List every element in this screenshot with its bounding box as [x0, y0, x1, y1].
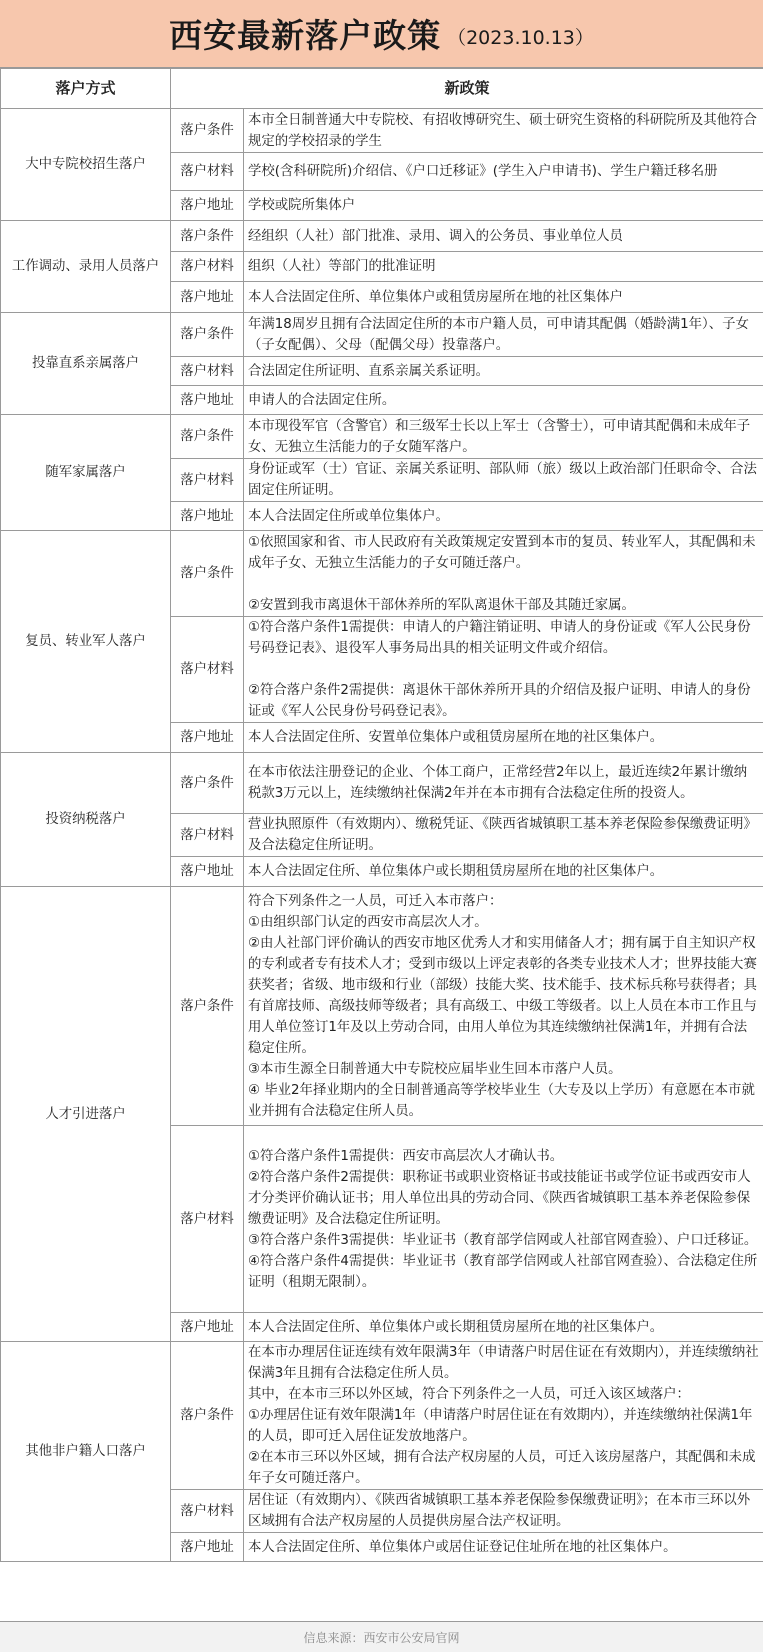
policy-content-cell: [244, 282, 763, 313]
policy-content-cell: [244, 313, 763, 357]
policy-content-cell: [244, 386, 763, 415]
source-footer: 信息来源：西安市公安局官网: [0, 1621, 763, 1652]
policy-content-cell: [244, 857, 763, 887]
policy-text-line: 合法固定住所证明、直系亲属关系证明。: [248, 363, 490, 379]
row-label-cell: 落户材料: [171, 1126, 244, 1313]
row-label-cell: 落户条件: [171, 109, 244, 153]
policy-content-cell: [244, 887, 763, 1126]
policy-text-line: ④ 毕业2年择业期内的全日制普通高等学校毕业生（大专及以上学历）有意愿在本市就业并拥有合法稳定住所人员。: [248, 1082, 755, 1119]
policy-content-cell: [244, 221, 763, 252]
policy-content-cell: [244, 753, 763, 814]
table-header-row: [1, 69, 763, 109]
policy-text-line: 学校或院所集体户: [248, 198, 356, 213]
policy-content-cell: [244, 531, 763, 617]
method-cell: 工作调动、录用人员落户: [1, 221, 171, 313]
policy-text-line: 本人合法固定住所或单位集体户。: [248, 508, 449, 524]
row-label-cell: 落户地址: [171, 1533, 244, 1562]
column-header-policy: 新政策: [171, 69, 763, 109]
policy-content-cell: [244, 1533, 763, 1562]
row-label-cell: 落户地址: [171, 282, 244, 313]
method-cell: 复员、转业军人落户: [1, 531, 171, 753]
policy-text-line: 居住证（有效期内）、《陕西省城镇职工基本养老保险参保缴费证明》；在本市三环以外区域拥有合法产权房屋的人员提供房屋合法产权证明。: [248, 1493, 751, 1529]
policy-content-cell: [244, 814, 763, 857]
policy-content-cell: [244, 191, 763, 221]
policy-text-line: ②由人社部门评价确认的西安市地区优秀人才和实用储备人才；拥有属于自主知识产权的专利或者专有技术人才；受到市级以上评定表彰的各类专业技术人才；世界技能大赛获奖者；省级、地市级和行业（部级）技能大奖、技术能手、技术标兵称号获得者；具有首席技师、高级技师等级者；具有高级工、中级工等级者。以上人员在本市工作且与用人单位签订1年及以上劳动合同，由用人单位为其连续缴纳社保满1年，并拥有合法稳定住所。: [248, 935, 757, 1056]
policy-text-line: 申请人的合法固定住所。: [248, 392, 396, 408]
policy-text-line: 经组织（人社）部门批准、录用、调入的公务员、事业单位人员: [248, 228, 623, 244]
policy-text-line: 本人合法固定住所、安置单位集体户或租赁房屋所在地的社区集体户。: [248, 730, 664, 745]
policy-content-cell: [244, 1342, 763, 1490]
method-cell: 其他非户籍人口落户: [1, 1342, 171, 1562]
policy-text-line: 营业执照原件（有效期内）、缴税凭证、《陕西省城镇职工基本养老保险参保缴费证明》及合法稳定住所证明。: [248, 817, 757, 853]
policy-content-cell: [244, 502, 763, 531]
row-label-cell: 落户材料: [171, 1490, 244, 1533]
row-label-cell: 落户地址: [171, 386, 244, 415]
policy-content-cell: [244, 109, 763, 153]
policy-text-line: 本人合法固定住所、单位集体户或长期租赁房屋所在地的社区集体户。: [248, 864, 664, 879]
column-header-method: 落户方式: [1, 69, 171, 109]
row-label-cell: 落户材料: [171, 153, 244, 191]
policy-text-line: ①由组织部门认定的西安市高层次人才。: [248, 914, 488, 930]
row-label-cell: 落户条件: [171, 753, 244, 814]
table-row: [1, 531, 763, 617]
row-label-cell: 落户材料: [171, 617, 244, 723]
row-label-cell: 落户材料: [171, 814, 244, 857]
method-cell: 投靠直系亲属落户: [1, 313, 171, 415]
row-label-cell: 落户材料: [171, 459, 244, 502]
policy-content-cell: [244, 357, 763, 386]
policy-text-line: 年满18周岁且拥有合法固定住所的本市户籍人员，可申请其配偶（婚龄满1年）、子女（子女配偶）、父母（配偶父母）投靠落户。: [248, 316, 749, 353]
policy-text-line: ②符合落户条件2需提供：离退休干部休养所开具的介绍信及报户证明、申请人的身份证或《军人公民身份号码登记表》。: [248, 683, 751, 719]
table-row: [1, 1342, 763, 1490]
policy-text-line: 符合下列条件之一人员，可迁入本市落户：: [248, 893, 503, 909]
policy-text-line: ③符合落户条件3需提供：毕业证书（教育部学信网或人社部官网查验）、户口迁移证。: [248, 1232, 758, 1248]
table-row: [1, 415, 763, 459]
policy-text-line: ①符合落户条件1需提供：西安市高层次人才确认书。: [248, 1148, 564, 1164]
method-cell: 大中专院校招生落户: [1, 109, 171, 221]
paragraph-gap: [248, 659, 759, 680]
row-label-cell: 落户材料: [171, 252, 244, 282]
policy-text-line: 其中，在本市三环以外区域，符合下列条件之一人员，可迁入该区域落户：: [248, 1387, 690, 1402]
policy-text-line: ①办理居住证有效年限满1年（申请落户时居住证在有效期内），并连续缴纳社保满1年的人员，即可迁入居住证发放地落户。: [248, 1408, 753, 1444]
row-label-cell: 落户地址: [171, 502, 244, 531]
method-cell: 随军家属落户: [1, 415, 171, 531]
row-label-cell: 落户条件: [171, 313, 244, 357]
policy-text-line: 组织（人社）等部门的批准证明: [248, 259, 436, 274]
policy-content-cell: [244, 252, 763, 282]
policy-text-line: ②符合落户条件2需提供：职称证书或职业资格证书或技能证书或学位证书或西安市人才分类评价确认证书；用人单位出具的劳动合同、《陕西省城镇职工基本养老保险参保缴费证明》及合法稳定住所证明。: [248, 1169, 751, 1227]
row-label-cell: 落户地址: [171, 857, 244, 887]
policy-content-cell: [244, 459, 763, 502]
row-label-cell: 落户地址: [171, 723, 244, 753]
policy-text-line: 在本市依法注册登记的企业、个体工商户，正常经营2年以上，最近连续2年累计缴纳税款3万元以上，连续缴纳社保满2年并在本市拥有合法稳定住所的投资人。: [248, 765, 748, 801]
table-row: [1, 753, 763, 814]
row-label-cell: 落户条件: [171, 415, 244, 459]
policy-text-line: 学校(含科研院所)介绍信、《户口迁移证》(学生入户申请书)、学生户籍迁移名册: [248, 164, 718, 179]
row-label-cell: 落户条件: [171, 1342, 244, 1490]
page-title: 西安最新落户政策: [169, 16, 442, 55]
policy-content-cell: [244, 723, 763, 753]
method-cell: 人才引进落户: [1, 887, 171, 1342]
policy-text-line: 本人合法固定住所、单位集体户或长期租赁房屋所在地的社区集体户。: [248, 1319, 664, 1335]
method-cell: 投资纳税落户: [1, 753, 171, 887]
row-label-cell: 落户条件: [171, 531, 244, 617]
table-row: [1, 109, 763, 153]
policy-text-line: ②在本市三环以外区域，拥有合法产权房屋的人员，可迁入该房屋落户，其配偶和未成年子女可随迁落户。: [248, 1450, 756, 1486]
policy-text-line: 在本市办理居住证连续有效年限满3年（申请落户时居住证在有效期内），并连续缴纳社保满3年且拥有合法稳定住所人员。: [248, 1345, 759, 1381]
policy-table: [0, 68, 763, 1562]
policy-content-cell: [244, 1313, 763, 1342]
policy-text-line: ③本市生源全日制普通大中专院校应届毕业生回本市落户人员。: [248, 1061, 622, 1077]
row-label-cell: 落户地址: [171, 191, 244, 221]
policy-text-line: 本人合法固定住所、单位集体户或居住证登记住址所在地的社区集体户。: [248, 1539, 677, 1555]
row-label-cell: 落户条件: [171, 221, 244, 252]
policy-text-line: ①符合落户条件1需提供：申请人的户籍注销证明、申请人的身份证或《军人公民身份号码登记表》、退役军人事务局出具的相关证明文件或介绍信。: [248, 620, 751, 656]
policy-text-line: 本市现役军官（含警官）和三级军士长以上军士（含警士），可申请其配偶和未成年子女、无独立生活能力的子女随军落户。: [248, 418, 751, 455]
row-label-cell: 落户地址: [171, 1313, 244, 1342]
policy-text-line: ①依照国家和省、市人民政府有关政策规定安置到本市的复员、转业军人，其配偶和未成年子女、无独立生活能力的子女可随迁落户。: [248, 534, 756, 571]
row-label-cell: 落户条件: [171, 887, 244, 1126]
policy-content-cell: [244, 153, 763, 191]
title-date: （2023.10.13）: [447, 27, 594, 49]
policy-content-cell: [244, 1126, 763, 1313]
paragraph-gap: [248, 574, 759, 595]
policy-content-cell: [244, 415, 763, 459]
title-bar: [0, 0, 763, 68]
policy-text-line: 身份证或军（士）官证、亲属关系证明、部队师（旅）级以上政治部门任职命令、合法固定住所证明。: [248, 462, 757, 498]
policy-table-body: [1, 109, 763, 1562]
table-row: [1, 313, 763, 357]
policy-content-cell: [244, 617, 763, 723]
table-row: [1, 221, 763, 252]
table-row: [1, 887, 763, 1126]
policy-text-line: ④符合落户条件4需提供：毕业证书（教育部学信网或人社部官网查验）、合法稳定住所证明（租期无限制）。: [248, 1253, 758, 1290]
policy-text-line: 本人合法固定住所、单位集体户或租赁房屋所在地的社区集体户: [248, 289, 623, 305]
policy-content-cell: [244, 1490, 763, 1533]
policy-text-line: 本市全日制普通大中专院校、有招收博研究生、硕士研究生资格的科研院所及其他符合规定的学校招录的学生: [248, 112, 757, 149]
policy-text-line: ②安置到我市离退休干部休养所的军队离退休干部及其随迁家属。: [248, 597, 635, 613]
row-label-cell: 落户材料: [171, 357, 244, 386]
